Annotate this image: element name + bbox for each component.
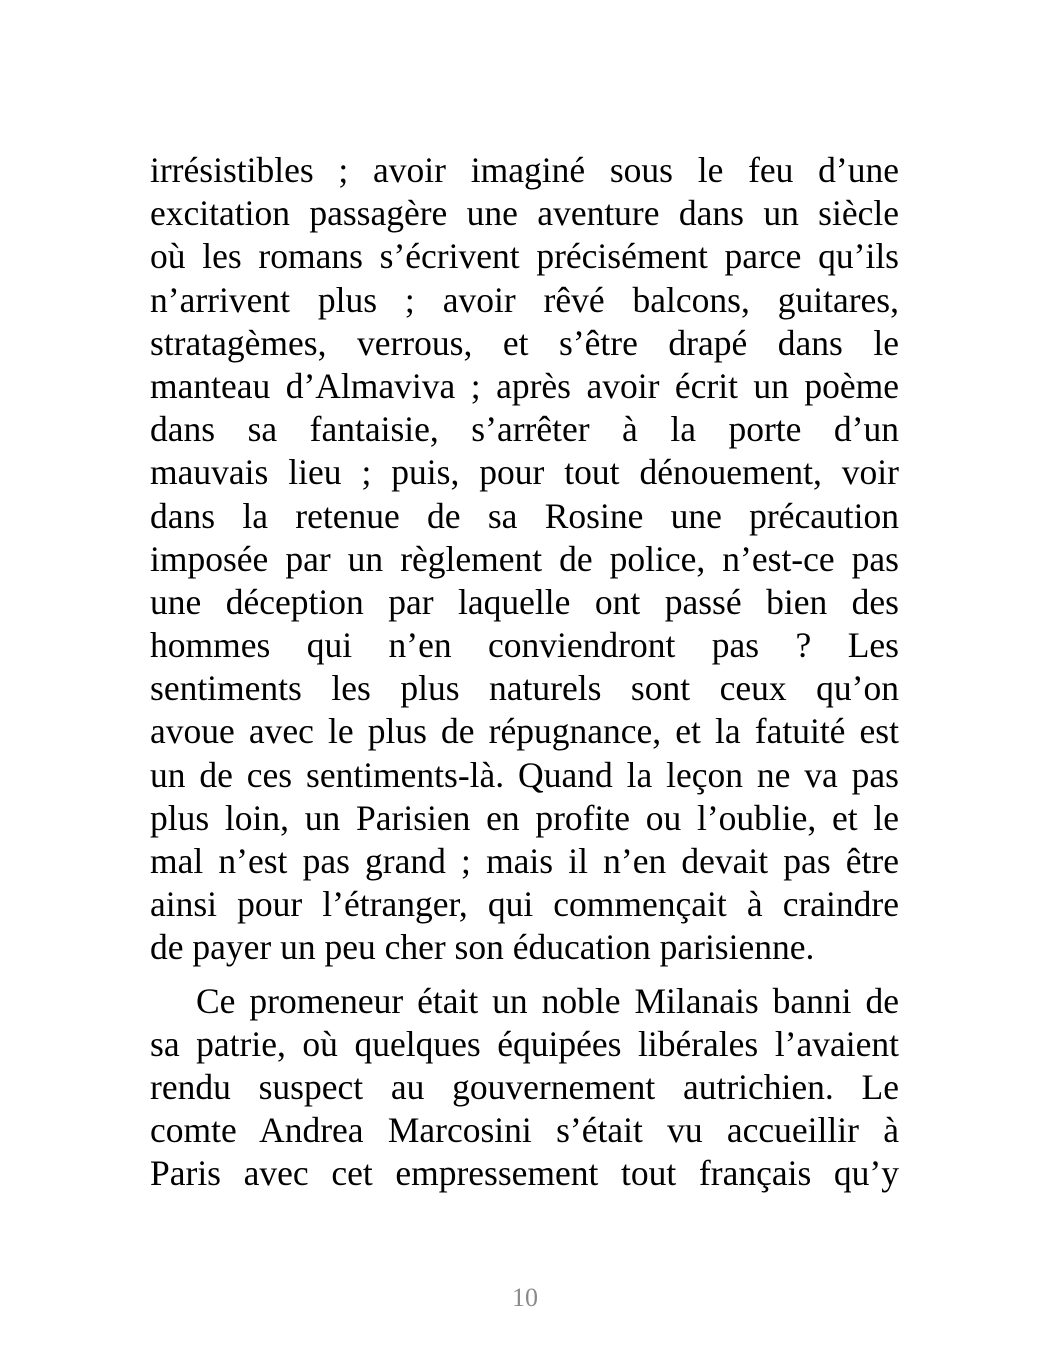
text-line: Paris avec cet empressement tout français qu’y [150, 1153, 899, 1194]
text-line: n’arrivent plus ; avoir rêvé balcons, guitares, [150, 279, 899, 320]
text-line: dans la retenue de sa Rosine une précaution [150, 495, 899, 536]
text-line: mauvais lieu ; puis, pour tout dénouement, voir [150, 452, 899, 493]
text-line: un de ces sentiments-là. Quand la leçon ne va pas [150, 754, 899, 795]
paragraph-spacer [150, 970, 899, 980]
paragraph-1 [150, 149, 899, 970]
text-line: dans sa fantaisie, s’arrêter à la porte d’un [150, 409, 899, 450]
text-line: où les romans s’écrivent précisément parce qu’ils [150, 236, 899, 277]
text-line: stratagèmes, verrous, et s’être drapé dans le [150, 322, 899, 363]
text-line: hommes qui n’en conviendront pas ? Les [150, 625, 899, 666]
paragraph-2 [150, 980, 899, 1196]
text-line: irrésistibles ; avoir imaginé sous le feu d’une [150, 150, 899, 190]
text-line: comte Andrea Marcosini s’était vu accueillir à [150, 1110, 899, 1151]
text-line: rendu suspect au gouvernement autrichien. Le [150, 1066, 899, 1107]
text-line: imposée par un règlement de police, n’est-ce pas [150, 538, 899, 579]
text-line: ainsi pour l’étranger, qui commençait à craindre [150, 884, 899, 925]
text-line: manteau d’Almaviva ; après avoir écrit un poème [150, 365, 899, 406]
text-line: Ce promeneur était un noble Milanais banni de [196, 980, 899, 1021]
text-line: avoue avec le plus de répugnance, et la fatuité est [150, 711, 899, 752]
text-line: de payer un peu cher son éducation parisienne. [150, 927, 815, 968]
text-line: sentiments les plus naturels sont ceux qu’on [150, 668, 899, 709]
text-line: sa patrie, où quelques équipées libérales l’avaient [150, 1023, 899, 1064]
text-line: mal n’est pas grand ; mais il n’en devait pas être [150, 841, 899, 881]
text-line: plus loin, un Parisien en profite ou l’oublie, et le [150, 797, 899, 838]
text-line: excitation passagère une aventure dans un siècle [150, 193, 899, 234]
page-number: 10 [512, 1283, 538, 1312]
page-body [150, 149, 899, 1196]
text-line: une déception par laquelle ont passé bien des [150, 581, 899, 622]
